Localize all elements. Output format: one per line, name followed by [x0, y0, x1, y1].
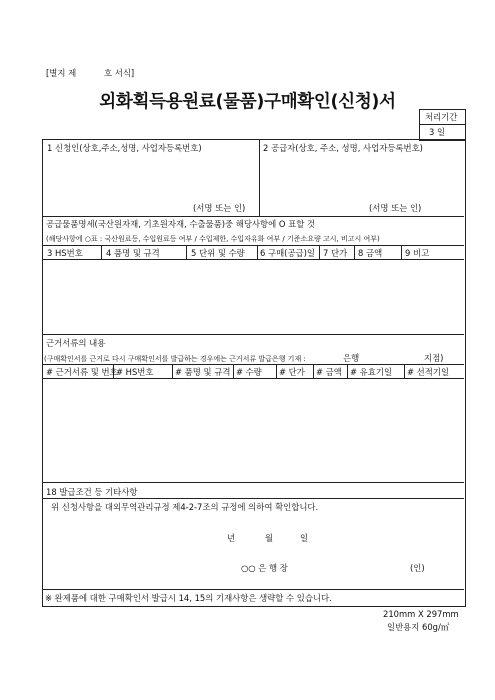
basis-note: (구매확인서를 근거로 다시 구매확인서를 발급하는 경우에는 근거서류 발급은행 기재 :: [44, 355, 306, 363]
supply-col-sep: [401, 245, 402, 259]
supply-col-hs: 3 HS번호: [47, 248, 83, 258]
supply-header-bottom: [43, 259, 464, 260]
applicant-label: 1 신청인(상호,주소,성명, 사업자등록번호): [47, 143, 202, 153]
basis-col-hs: # HS번호: [116, 367, 154, 377]
basis-header-bottom: [43, 378, 464, 379]
basis-branch-label: 지점): [424, 353, 444, 363]
conditions-heading: 18 발급조건 등 기타사항: [46, 487, 138, 497]
basis-col-sep: [313, 364, 314, 378]
confirmation-text: 위 신청사항을 대외무역관리규정 제4-2-7조의 규정에 의하여 확인합니다.: [51, 502, 319, 512]
processing-period-label: 처리기간: [425, 112, 458, 122]
date-month: 월: [265, 533, 274, 543]
supply-col-date: 6 구매(공급)일: [260, 248, 315, 258]
supply-col-sep: [319, 245, 320, 259]
basis-col-item: # 품명 및 규격: [175, 367, 231, 377]
supply-heading: 공급물품명세(국산원자재, 기초원자재, 수출물품)중 해당사항에 O 표할 것: [46, 219, 316, 229]
supply-col-unit-qty: 5 단위 및 수량: [191, 248, 245, 258]
processing-period-value: 3 일: [429, 127, 446, 137]
basis-col-sep: [276, 364, 277, 378]
basis-col-qty: # 수량: [236, 367, 262, 377]
basis-col-document: # 근거서류 및 번호: [46, 367, 118, 377]
annex-label: [별지 제: [46, 68, 77, 78]
supply-col-item: 4 품명 및 규격: [106, 248, 160, 258]
basis-col-shipment: # 선적기일: [407, 367, 450, 377]
supplier-label: 2 공급자(상호, 주소, 성명, 사업자등록번호): [263, 143, 423, 153]
basis-heading: 근거서류의 내용: [46, 338, 106, 348]
date-day: 일: [300, 533, 309, 543]
divider-footer-note: [43, 589, 464, 590]
supply-col-amount: 8 금액: [358, 248, 383, 258]
issuing-bank: ○○ 은 행 장: [241, 563, 288, 573]
paper-size: 210mm X 297mm: [383, 609, 459, 619]
basis-col-sep: [404, 364, 405, 378]
supply-col-sep: [101, 245, 102, 259]
divider-parties: [43, 216, 464, 217]
form-title: 외화획득용원료(물품)구매확인(신청)서: [99, 92, 396, 112]
supply-note: (해당사항에 ○표 : 국산원료등, 수입원료등 여부 / 수입제한, 수입자유화 여부 / 기준소요량 고시, 비고시 여부): [46, 235, 380, 243]
divider-conditions-heading: [43, 498, 464, 499]
supply-col-sep: [186, 245, 187, 259]
basis-bank-label: 은행: [343, 353, 360, 363]
parties-divider: [259, 140, 260, 216]
basis-col-sep: [233, 364, 234, 378]
annex-suffix: 호 서식]: [104, 68, 135, 78]
basis-col-sep: [172, 364, 173, 378]
basis-col-sep: [347, 364, 348, 378]
divider-basis: [43, 482, 464, 483]
supply-col-price: 7 단가: [323, 248, 348, 258]
supply-col-sep: [354, 245, 355, 259]
supplier-signature: (서명 또는 인): [369, 203, 422, 213]
applicant-signature: (서명 또는 인): [193, 203, 246, 213]
basis-col-validity: # 유효기일: [350, 367, 393, 377]
basis-col-price: # 단가: [279, 367, 305, 377]
supply-col-sep: [257, 245, 258, 259]
supply-col-remarks: 9 비고: [405, 248, 430, 258]
paper-type: 일반용지 60g/㎡: [387, 622, 450, 632]
footer-note: ※ 완제품에 대한 구매확인서 발급시 14, 15의 기재사항은 생략할 수 있습니다.: [45, 593, 332, 603]
basis-col-amount: # 금액: [316, 367, 342, 377]
basis-header-top: [43, 364, 464, 365]
divider-supply: [43, 334, 464, 335]
date-year: 년: [227, 533, 236, 543]
processing-period-divider: [419, 124, 465, 125]
bank-seal: (인): [410, 563, 425, 573]
